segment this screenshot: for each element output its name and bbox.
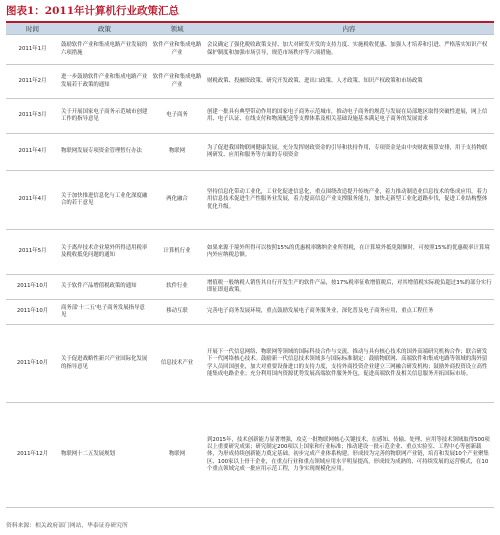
- table-header-row: [6, 23, 494, 35]
- cell-date: 2011年1月: [6, 35, 59, 65]
- table-row: [6, 275, 494, 300]
- table-row: [6, 171, 494, 230]
- header-policy: 政策: [59, 23, 150, 35]
- cell-date: 2011年12月: [6, 403, 59, 508]
- cell-policy: 关于软件产品增值税政策的通知: [59, 275, 150, 300]
- table-row: [6, 65, 494, 99]
- cell-field: 软件产业和集成电路产业: [150, 35, 204, 65]
- cell-policy: 物联网发展专项资金管理暂行办法: [59, 134, 150, 171]
- figure-title: 图表1：2011年计算机行业政策汇总: [6, 5, 180, 17]
- table-row: [6, 35, 494, 65]
- cell-field: 物联网: [150, 403, 204, 508]
- cell-policy: 进一步鼓励软件产业和集成电路产业发展若干政策的通知: [59, 65, 150, 99]
- cell-content: 到2015年，技术创新能力显著增强，攻克一批物联网核心关键技术，在感知、传输、处理、应用等技术领域取得500项以上重要研究成果；研究制定200项以上国家和行业标准；推动建设一批示范企业、重点实验室、工程中心等创新载体，为形成持续创新能力奠定基础。初步完成产业体系构建，形成较为完善的物联网产业链，培育和发展10个产业聚集区、100家以上骨干企业，在重点行业和重点领域应用水平明显提高，形成较为成熟的、可持续发展的运营模式，在10个重点领域完成一批应用示范工程，力争实现规模化应用。: [204, 403, 494, 508]
- cell-policy: 关于离岸技术企业境外所得适用税率及税收抵免问题的通知: [59, 230, 150, 275]
- cell-field: 电子商务: [150, 99, 204, 134]
- cell-date: 2011年5月: [6, 230, 59, 275]
- cell-field: 信息技术产业: [150, 325, 204, 403]
- cell-content: 增值税一般纳税人销售其自行开发生产的软件产品，按17%税率征收增值税后，对其增值税实际税负超过3%的部分实行即征即退政策。: [204, 275, 494, 300]
- cell-date: 2011年10月: [6, 275, 59, 300]
- table-row: [6, 300, 494, 325]
- header-date: 时间: [6, 23, 59, 35]
- cell-policy: 关于开展国家电子商务示范城市创建工作的指导意见: [59, 99, 150, 134]
- cell-policy: 关于加快推进信息化与工业化深度融合的若干意见: [59, 171, 150, 230]
- cell-date: 2011年10月: [6, 325, 59, 403]
- cell-content: 创建一批具有典型带动作用的国家电子商务示范城市，推动电子商务的规范与发展在局部地区取得突破性进展，网上信用、电子认证、在线支付和物流配送等支撑体系及相关基础设施基本满足电子商务的发展需求: [204, 99, 494, 134]
- header-content: 内容: [204, 23, 494, 35]
- source-note: 资料来源：相关政府部门网站，华泰证券研究所: [6, 523, 128, 529]
- cell-policy: 鼓励软件产业和集成电路产业发展的六项措施: [59, 35, 150, 65]
- cell-policy: 物联网十二五发展规划: [59, 403, 150, 508]
- cell-date: 2011年2月: [6, 65, 59, 99]
- cell-field: 移动互联: [150, 300, 204, 325]
- cell-content: 坚持信息化带动工业化，工业化促进信息化，重点围绕改造提升传统产业，着力推动制造业信息技术的集成应用，着力用信息技术促进生产性服务业发展，着力提高信息产业支撑服务能力，加快走新型工业化道路步伐，促进工业结构整体优化升级。: [204, 171, 494, 230]
- cell-content: 完善电子商务发展环境，重点鼓励发展电子商务服务业，深化普及电子商务应用，重点工程任务: [204, 300, 494, 325]
- cell-field: 两化融合: [150, 171, 204, 230]
- cell-field: 物联网: [150, 134, 204, 171]
- cell-policy: 关于促进战略性新兴产业国际化发展的指导意见: [59, 325, 150, 403]
- table-row: [6, 403, 494, 508]
- cell-date: 2011年3月: [6, 99, 59, 134]
- cell-field: 软件行业: [150, 275, 204, 300]
- cell-date: 2011年4月: [6, 134, 59, 171]
- cell-policy: 商务部'十二五'电子商务发展指导意见: [59, 300, 150, 325]
- table-row: [6, 230, 494, 275]
- cell-field: 计算机行业: [150, 230, 204, 275]
- cell-content: 财税政策、投融资政策、研究开发政策、进出口政策、人才政策、知识产权政策和市场政策: [204, 65, 494, 99]
- policy-table: [6, 23, 494, 508]
- table-row: [6, 325, 494, 403]
- cell-date: 2011年10月: [6, 300, 59, 325]
- cell-date: 2011年4月: [6, 171, 59, 230]
- header-field: 领域: [150, 23, 204, 35]
- cell-content: 为了促进我国物联网健康发展，充分发挥财政资金的引导和扶持作用，专项资金是由中央财政预算安排，用于支持物联网研发、应用和服务等方面的专项资金: [204, 134, 494, 171]
- cell-content: 如果来源于境外所得可以按照15%的优惠税率缴纳企业所得税，在计算境外抵免限额时，可按照15%的优惠税率计算境内外应纳税总额。: [204, 230, 494, 275]
- cell-field: 软件产业和集成电路产业: [150, 65, 204, 99]
- table-row: [6, 99, 494, 134]
- cell-content: 开展下一代信息网络、物联网等领域的国际科技合作与交流，推动与具有核心技术的国外高端研究机构合作；联合研发下一代网络核心技术。鼓励新一代信息技术领域多与国际标准制定：鼓励物联网、高端软件和集成电路等领域的海外留学人员回国创业，加大对重要设备进口的支持力度，支持外商投资企业建立三网融合研发机构；鼓励外商投资设立高性能集成电路企业；充分利用国内资源优势发展高端软件服务外包，促进高端软件及相关信息服务开拓国际市场。: [204, 325, 494, 403]
- cell-content: 会议确定了强化税收政策支持、加大对研发开发的支持力度、实施税收优惠、加强人才培养和引进、严格落实知识产权保护制度和加强市场引导，规范市场秩序等六项措施。: [204, 35, 494, 65]
- table-row: [6, 134, 494, 171]
